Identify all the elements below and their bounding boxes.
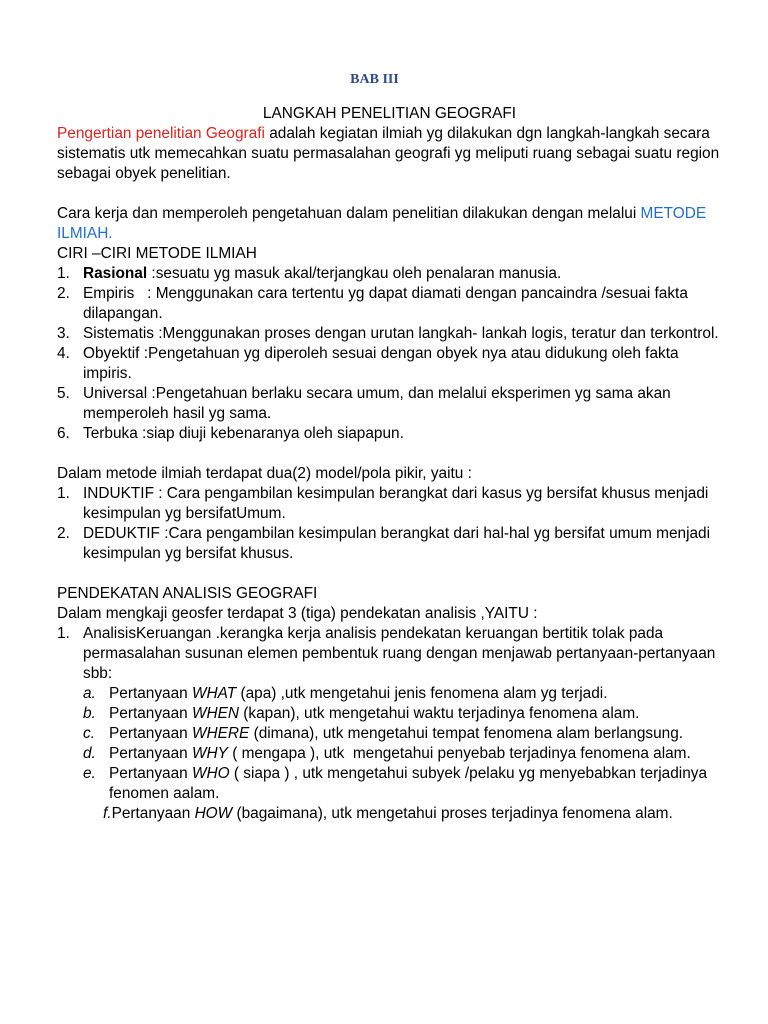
question-item: a. Pertanyaan WHAT (apa) ,utk mengetahui jenis fenomena alam yg terjadi. bbox=[83, 685, 608, 702]
question-item: d. Pertanyaan WHY ( mengapa ), utk mengetahui penyebab terjadinya fenomena alam. bbox=[83, 745, 691, 762]
pendekatan-list bbox=[57, 624, 722, 824]
list-item: 1. AnalisisKeruangan .kerangka kerja analisis pendekatan keruangan bertitik tolak pada permasalahan susunan elemen pembentuk ruang dengan menjawab pertanyaan-pertanyaan sbb: a. Pertanyaan WHAT (apa) ,utk mengetahui jenis fenomena alam yg terjadi. b. Pertanyaan WHEN (kapan), utk mengetahui waktu terjadinya fenomena alam. c. Pertanyaan WHERE (dimana), utk mengetahui tempat fenomena alam berlangsung. d. Pertanyaan WHY ( mengapa ), utk mengetahui penyebab terjadinya fenomena alam. e. Pertanyaan WHO ( siapa ) , utk mengetahui subyek /pelaku yg menyebabkan terjadinya fenomen aalam. f.Pertanyaan HOW (bagaimana), utk mengetahui proses terjadinya fenomena alam. bbox=[57, 624, 722, 824]
document-title: LANGKAH PENELITIAN GEOGRAFI bbox=[262, 105, 517, 122]
ciri-heading: CIRI –CIRI METODE ILMIAH bbox=[57, 245, 257, 262]
pendekatan-heading: PENDEKATAN ANALISIS GEOGRAFI bbox=[57, 585, 318, 602]
document-page bbox=[57, 70, 722, 824]
question-item: e. Pertanyaan WHO ( siapa ) , utk mengetahui subyek /pelaku yg menyebabkan terjadinya fenomen aalam. bbox=[83, 765, 708, 802]
intro-term: Pengertian penelitian Geografi bbox=[57, 125, 265, 142]
intro-text: adalah kegiatan ilmiah yg dilakukan dgn langkah-langkah secara sistematis utk memecahkan suatu permasalahan geografi yg meliputi ruang sebagai suatu region sebagai obyek penelitian. bbox=[57, 125, 720, 182]
method-text: Cara kerja dan memperoleh pengetahuan dalam penelitian dilakukan dengan melalui bbox=[57, 205, 641, 222]
list-item: 2. Empiris : Menggunakan cara tertentu yg dapat diamati dengan pancaindra /sesuai fakta dilapangan. bbox=[57, 285, 693, 322]
list-item: 3. Sistematis :Menggunakan proses dengan urutan langkah- lankah logis, teratur dan terkontrol. bbox=[57, 325, 719, 342]
question-item: c. Pertanyaan WHERE (dimana), utk mengetahui tempat fenomena alam berlangsung. bbox=[83, 725, 684, 742]
intro-paragraph bbox=[57, 124, 722, 184]
list-item: 1. Rasional :sesuatu yg masuk akal/terjangkau oleh penalaran manusia. bbox=[57, 265, 562, 282]
list-item: 2. DEDUKTIF :Cara pengambilan kesimpulan berangkat dari hal-hal yg bersifat umum menjadi kesimpulan yg bersifat khusus. bbox=[57, 525, 711, 562]
questions-list bbox=[83, 684, 722, 824]
models-list bbox=[57, 484, 722, 564]
ciri-list bbox=[57, 264, 722, 444]
list-item: 5. Universal :Pengetahuan berlaku secara umum, dan melalui eksperimen yg sama akan memperoleh hasil yg sama. bbox=[57, 385, 671, 422]
models-intro: Dalam metode ilmiah terdapat dua(2) model/pola pikir, yaitu : bbox=[57, 465, 472, 482]
list-item: 4. Obyektif :Pengetahuan yg diperoleh sesuai dengan obyek nya atau didukung oleh fakta impiris. bbox=[57, 345, 679, 382]
question-item: f.Pertanyaan HOW (bagaimana), utk mengetahui proses terjadinya fenomena alam. bbox=[103, 805, 673, 822]
list-item: 6. Terbuka :siap diuji kebenaranya oleh siapapun. bbox=[57, 425, 404, 442]
list-item: 1. INDUKTIF : Cara pengambilan kesimpulan berangkat dari kasus yg bersifat khusus menjadi kesimpulan yg bersifatUmum. bbox=[57, 485, 709, 522]
pendekatan-intro: Dalam mengkaji geosfer terdapat 3 (tiga) pendekatan analisis ,YAITU : bbox=[57, 605, 538, 622]
question-item: b. Pertanyaan WHEN (kapan), utk mengetahui waktu terjadinya fenomena alam. bbox=[83, 705, 640, 722]
method-link: METODE ILMIAH. bbox=[57, 205, 707, 242]
chapter-label: BAB III bbox=[350, 72, 399, 87]
method-paragraph bbox=[57, 204, 722, 244]
